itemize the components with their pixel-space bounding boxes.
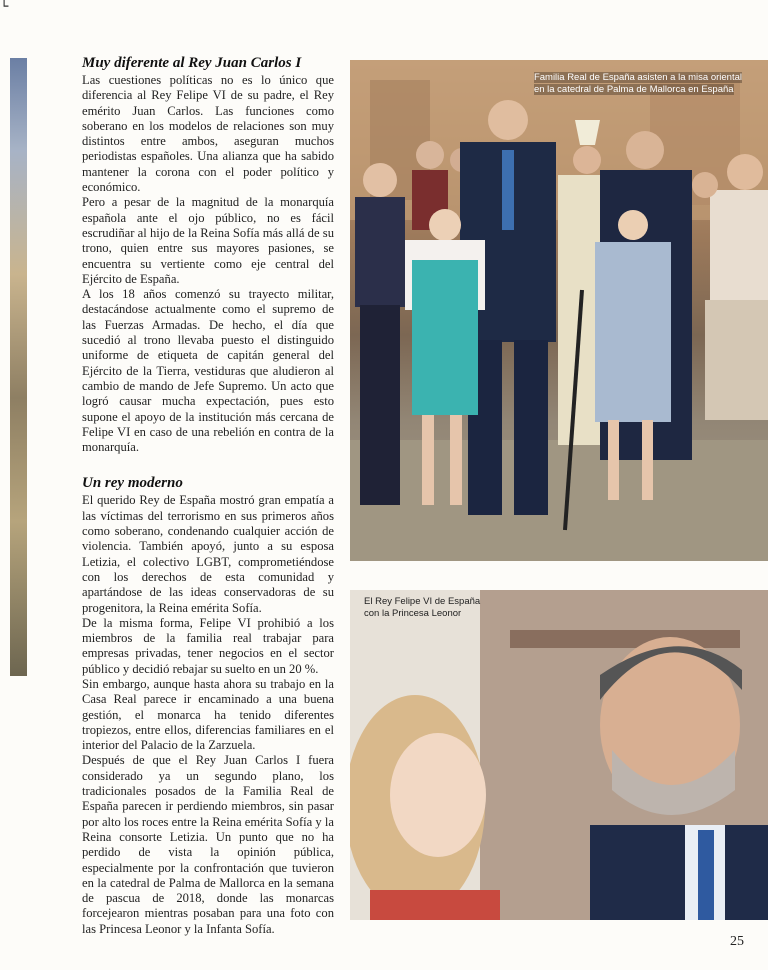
article-text-column (82, 54, 334, 937)
royal-family-photo (350, 60, 768, 561)
paragraph: De la misma forma, Felipe VI prohibió a los miembros de la familia real trabajar para empresas privadas, tener negocios en el sector público y decidió rebajar su suelto en un 20 %. (82, 615, 334, 676)
paragraph: El querido Rey de España mostró gran empatía a las víctimas del terrorismo en sus primeros años como soberano, condenando cualquier acción de violencia. También apoyó, junto a su esposa Letizia, el colectivo LGBT, comprometiéndose con los derechos de esta comunidad y apartándose de las ideas conservadoras de su progenitora, la Reina emérita Sofía. (82, 493, 334, 615)
felipe-leonor-illustration (350, 590, 768, 920)
caption-line: con la Princesa Leonor (364, 608, 462, 619)
section-heading-un-rey-moderno: Un rey moderno (82, 475, 183, 492)
paragraph: Pero a pesar de la magnitud de la monarquía española ante el ojo público, no es fácil escrudiñar al hijo de la Reina Sofía más allá de su trono, quien entre sus mayores pasiones, se encuentra su vertiente como eje central del Ejército de España. (82, 195, 334, 286)
adjacent-page-image-strip (10, 58, 27, 676)
paragraph: A los 18 años comenzó su trayecto militar, destacándose actualmente como el supremo de las Fuerzas Armadas. De hecho, el día que sucedió al trono llevaba puesto el distinguido uniforme de etiqueta de capitán general del Ejército de la Tierra, vestiduras que aludieron al cambio de mando de Jefe Supremo. Un acto que logró causar mucha expectación, pues esto supone el apoyo de la institución más cercana de Felipe VI en caso de una rebelión en contra de la monarquía. (82, 287, 334, 455)
crop-mark: └ (0, 0, 9, 15)
caption-line: en la catedral de Palma de Mallorca en España (533, 84, 734, 95)
caption-line: Familia Real de España asisten a la misa oriental (533, 72, 742, 83)
paragraph: Sin embargo, aunque hasta ahora su trabajo en la Casa Real parece ir encaminado a una buena gestión, el monarca ha tenido diferentes tropiezos, entre ellos, diferencias familiares en el interior del Palacio de la Zarzuela. (82, 676, 334, 753)
royal-family-photo-caption (534, 72, 742, 96)
paragraph: Las cuestiones políticas no es lo único que diferencia al Rey Felipe VI de su padre, el Rey emérito Juan Carlos. Las funciones como soberano en los modelos de relaciones son muy distintos entre ambos, aseguran muchos periodistas españoles. Una alianza que ha sabido mantener la corona con el poder político y económico. (82, 73, 334, 195)
felipe-leonor-photo (350, 590, 768, 920)
felipe-leonor-photo-caption (364, 596, 480, 620)
page-number: 25 (730, 934, 744, 949)
paragraph: Después de que el Rey Juan Carlos I fuera considerado ya un segundo plano, los tradicionales posados de la Familia Real de España parecen ir perdiendo miembros, sin pasar por alto los roces entre la Reina emérita Sofía y la Reina consorte Letizia. Un punto que no ha perdido de vista la opinión pública, especialmente por la confrontación que tuvieron en la catedral de Palma de Mallorca en la semana de pascua de 2018, donde las monarcas forcejearon mientras posaban para una foto con las Princesa Leonor y la Infanta Sofía. (82, 753, 334, 936)
caption-line: El Rey Felipe VI de España (364, 596, 481, 607)
royal-family-illustration (350, 60, 768, 561)
section-heading-muy-diferente: Muy diferente al Rey Juan Carlos I (82, 55, 302, 71)
